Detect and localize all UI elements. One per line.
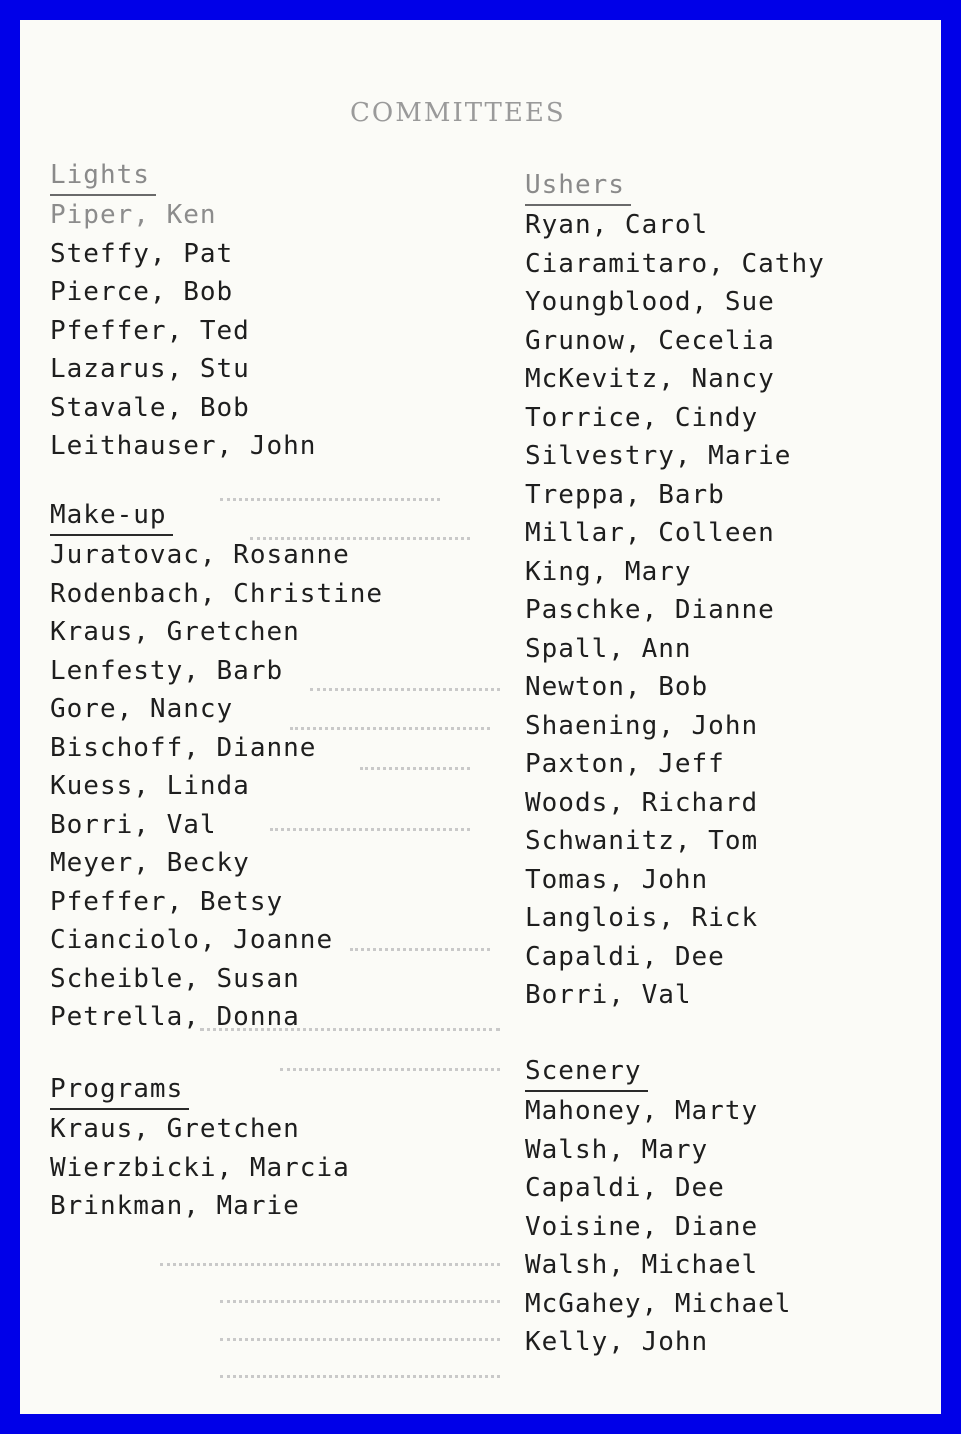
member-name: Piper, Ken [50, 200, 217, 230]
member-list [50, 1110, 350, 1226]
member-name: McGahey, Michael [525, 1288, 792, 1319]
committee-heading: Scenery [525, 1052, 648, 1092]
member-name: Leithauser, John [50, 431, 317, 461]
member-list [525, 1092, 791, 1362]
member-name: Scheible, Susan [50, 963, 300, 994]
member-name: Meyer, Becky [50, 848, 250, 878]
committee-heading: Make-up [50, 496, 173, 536]
member-name: Kuess, Linda [50, 771, 250, 801]
member-name: Tomas, John [525, 864, 709, 895]
member-name: Kelly, John [525, 1327, 709, 1357]
member-name: Youngblood, Sue [525, 287, 775, 317]
member-name: Pierce, Bob [50, 277, 234, 307]
member-name: Gore, Nancy [50, 694, 234, 724]
member-name: Shaening, John [525, 710, 759, 741]
member-name: Treppa, Barb [525, 479, 725, 510]
member-name: McKevitz, Nancy [525, 364, 775, 394]
member-name: King, Mary [525, 556, 692, 587]
member-list [50, 536, 383, 1037]
member-name: Woods, Richard [525, 787, 759, 818]
member-name: Millar, Colleen [525, 518, 775, 548]
member-name: Rodenbach, Christine [50, 578, 384, 609]
committee-lights [50, 156, 316, 466]
member-name: Walsh, Michael [525, 1250, 759, 1280]
member-name: Paschke, Dianne [525, 595, 775, 625]
page-title: COMMITTEES [350, 98, 566, 128]
committee-programs [50, 1070, 350, 1226]
member-name: Cianciolo, Joanne [50, 925, 334, 955]
committee-heading: Programs [50, 1070, 189, 1110]
member-name: Lazarus, Stu [50, 354, 250, 384]
member-name: Brinkman, Marie [50, 1191, 300, 1221]
member-name: Grunow, Cecelia [525, 325, 775, 356]
member-name: Kraus, Gretchen [50, 617, 300, 647]
member-name: Walsh, Mary [525, 1134, 709, 1165]
member-name: Pfeffer, Ted [50, 315, 250, 346]
member-name: Capaldi, Dee [525, 1173, 725, 1203]
member-name: Petrella, Donna [50, 1002, 300, 1032]
program-page [20, 20, 941, 1414]
committee-scenery [525, 1052, 791, 1362]
committee-make-up [50, 496, 383, 1037]
member-name: Pfeffer, Betsy [50, 886, 284, 917]
member-name: Wierzbicki, Marcia [50, 1152, 350, 1183]
member-name: Borri, Val [525, 980, 692, 1010]
member-name: Kraus, Gretchen [50, 1114, 300, 1144]
committee-heading: Lights [50, 156, 156, 196]
member-name: Voisine, Diane [525, 1211, 759, 1242]
member-name: Lenfesty, Barb [50, 655, 284, 686]
left-column [50, 20, 490, 1414]
member-name: Mahoney, Marty [525, 1096, 759, 1126]
committee-heading: Ushers [525, 166, 631, 206]
committee-ushers [525, 166, 825, 1015]
member-name: Steffy, Pat [50, 238, 234, 269]
member-name: Schwanitz, Tom [525, 826, 759, 856]
member-name: Capaldi, Dee [525, 941, 725, 972]
member-name: Ryan, Carol [525, 210, 709, 240]
member-name: Bischoff, Dianne [50, 732, 317, 763]
member-name: Ciaramitaro, Cathy [525, 248, 825, 279]
member-name: Silvestry, Marie [525, 441, 792, 471]
member-name: Paxton, Jeff [525, 749, 725, 779]
member-list [50, 196, 316, 466]
member-name: Newton, Bob [525, 672, 709, 702]
right-column [525, 20, 935, 1414]
member-name: Stavale, Bob [50, 392, 250, 423]
member-name: Langlois, Rick [525, 903, 759, 933]
member-name: Spall, Ann [525, 633, 692, 664]
member-name: Torrice, Cindy [525, 402, 759, 433]
member-name: Juratovac, Rosanne [50, 540, 350, 570]
member-list [525, 206, 825, 1015]
member-name: Borri, Val [50, 809, 217, 840]
